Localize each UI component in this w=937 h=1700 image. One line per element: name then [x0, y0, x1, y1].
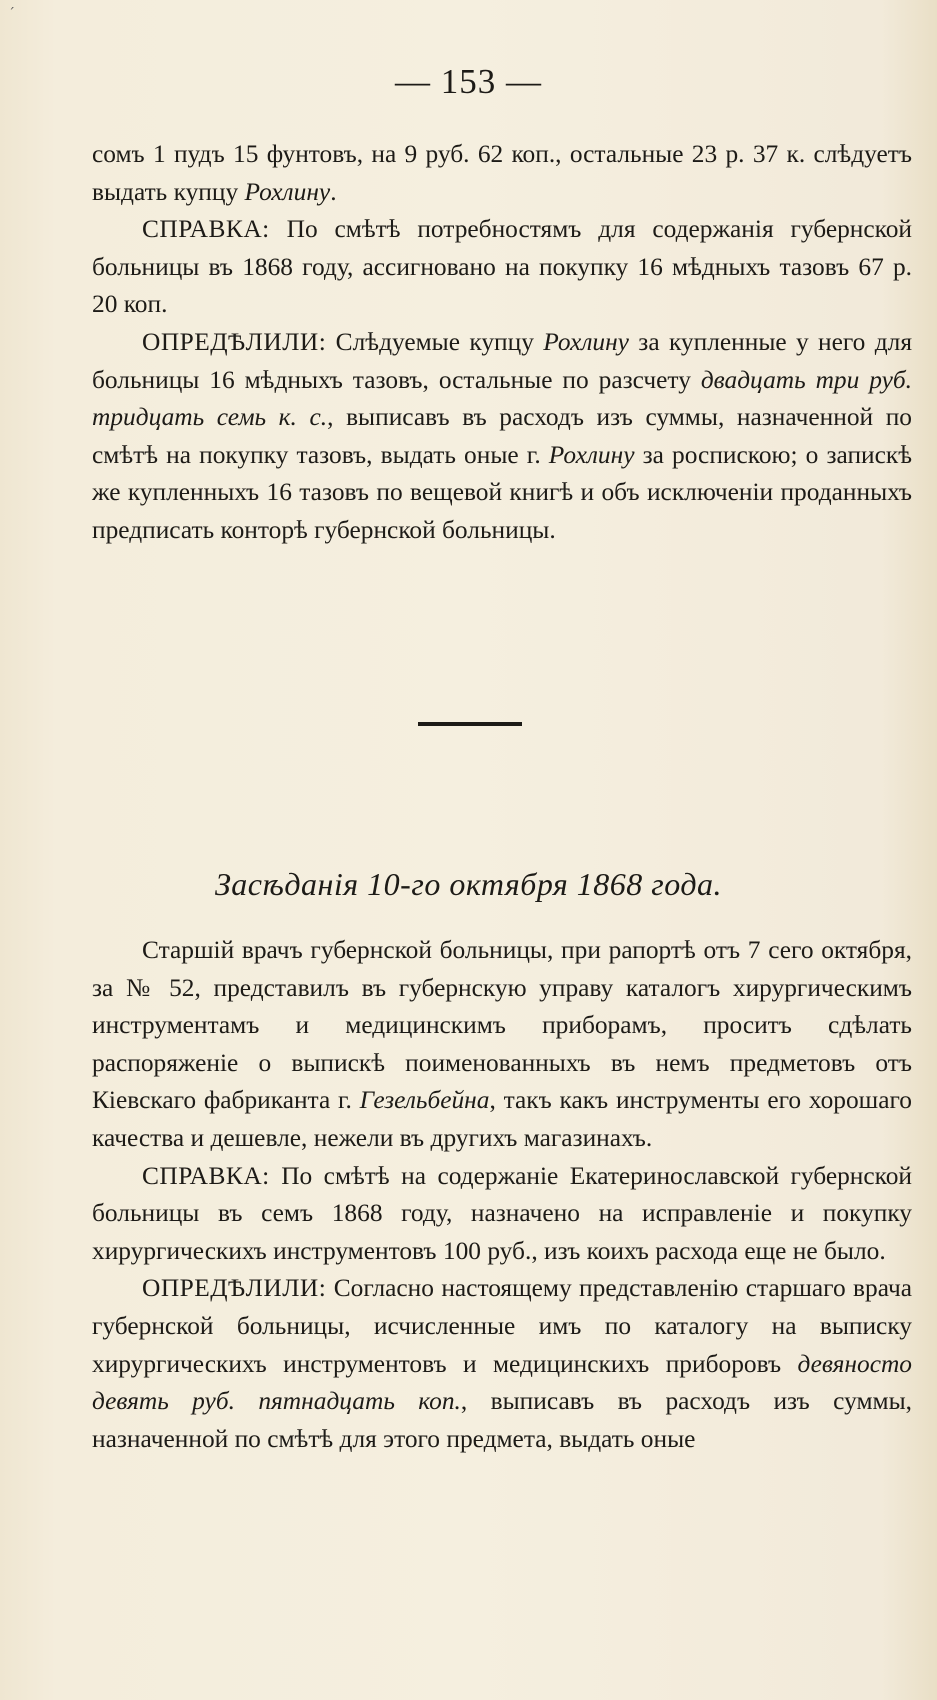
paragraph-opredelili: ОПРЕДѢЛИЛИ: Слѣдуемые купцу Рохлину за купленные у него для больницы 16 мѣдныхъ тазовъ, остальные по разсчету двадцать три руб. тридцать семь к. с., выписавъ въ расходъ изъ суммы, назначенной по смѣтѣ на покупку тазовъ, выдать оные г. Рохлину за роспискою; о запискѣ же купленныхъ 16 тазовъ по вещевой книгѣ и объ исключеніи проданныхъ предписать конторѣ губернской больницы.	[92, 327, 913, 544]
merchant-name: Рохлину	[548, 440, 635, 469]
sum-in-words: девяносто девять руб. пятнадцать коп.	[92, 1349, 912, 1416]
merchant-name: Рохлину	[543, 327, 629, 356]
paragraph-continuation: сомъ 1 пудъ 15 фунтовъ, на 9 руб. 62 коп., остальные 23 р. 37 к. слѣдуетъ выдать купцу Рохлину.	[92, 140, 912, 206]
page-number: — 153 —	[395, 62, 542, 101]
merchant-name: Рохлину	[244, 177, 331, 206]
spravka-label: СПРАВКА:	[142, 215, 270, 244]
paragraph-opredelili: ОПРЕДѢЛИЛИ: Согласно настоящему представленію старшаго врача губернской больницы, исчисленные имъ по каталогу на выписку хирургическихъ инструментовъ и медицинскихъ приборовъ девяносто девять руб. пятнадцать коп., выписавъ въ расходъ изъ суммы, назначенной по смѣтѣ для этого предмета, выдать оные	[92, 1274, 912, 1453]
manufacturer-name: Гезельбейна	[359, 1086, 490, 1115]
paragraph-spravka: СПРАВКА: По смѣтѣ потребностямъ для содержанія губернской больницы въ 1868 году, ассигновано на покупку 16 мѣдныхъ тазовъ 67 р. 20 коп.	[92, 215, 912, 319]
section-divider	[418, 722, 522, 726]
session-title: Засѣданія 10-го октября 1868 года.	[214, 866, 723, 902]
corner-mark: ˊ	[8, 6, 15, 22]
text-block-lower	[92, 932, 912, 1458]
sum-in-words: двадцать три руб. тридцать семь к. с.	[92, 365, 912, 432]
opredelili-label: ОПРЕДѢЛИЛИ:	[142, 1274, 327, 1303]
opredelili-label: ОПРЕДѢЛИЛИ:	[142, 327, 327, 356]
text-block-upper	[92, 136, 912, 550]
paragraph-report: Старшій врачъ губернской больницы, при рапортѣ отъ 7 сего октября, за № 52, представилъ въ губернскую управу каталогъ хирургическимъ инструментамъ и медицинскимъ приборамъ, проситъ сдѣлать распоряженіе о выпискѣ поименованныхъ въ немъ предметовъ отъ Кіевскаго фабриканта г. Гезельбейна, такъ какъ инструменты его хорошаго качества и дешевле, нежели въ другихъ магазинахъ.	[92, 936, 912, 1152]
paragraph-spravka: СПРАВКА: По смѣтѣ на содержаніе Екатеринославской губернской больницы въ семъ 1868 году, назначено на исправленіе и покупку хирургическихъ инструментовъ 100 руб., изъ коихъ расхода еще не было.	[92, 1161, 912, 1265]
spravka-label: СПРАВКА:	[142, 1161, 270, 1190]
